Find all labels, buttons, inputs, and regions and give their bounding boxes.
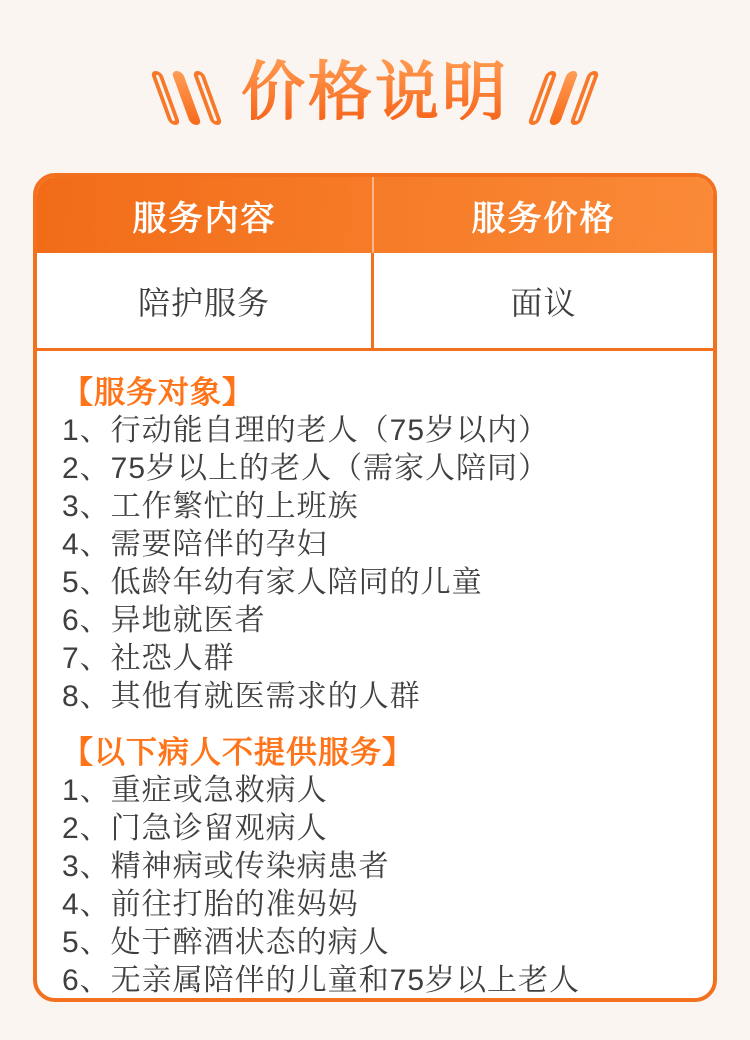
triple-slash-icon [160,71,213,125]
section-excluded-patients [62,734,689,1000]
list-item: 7、社恐人群 [62,642,235,675]
section-heading: 【以下病人不提供服务】 [62,735,414,770]
list-item: 1、重症或急救病人 [62,774,328,807]
page-header [0,0,750,173]
list-item: 4、前往打胎的准妈妈 [62,888,359,921]
section-service-targets [62,374,689,716]
list-item: 4、需要陪伴的孕妇 [62,528,328,561]
list-item: 5、处于醉酒状态的病人 [62,926,390,959]
table-cell-service-price: 面议 [510,284,577,321]
list-item: 6、异地就医者 [62,604,266,637]
page-title: 价格说明 [241,56,509,129]
list-item: 6、无亲属陪伴的儿童和75岁以上老人 [62,964,581,997]
list-item: 5、低龄年幼有家人陪同的儿童 [62,566,483,599]
section-heading: 【服务对象】 [62,375,254,410]
table-header-service-content: 服务内容 [37,177,374,253]
table-header-row [37,177,713,253]
list-item: 1、行动能自理的老人（75岁以内） [62,414,550,447]
list-item: 3、精神病或传染病患者 [62,850,390,883]
triple-slash-icon [537,71,590,125]
table-row [37,253,713,351]
list-item: 8、其他有就医需求的人群 [62,680,421,713]
table-header-service-price: 服务价格 [471,199,616,238]
list-item: 2、门急诊留观病人 [62,812,328,845]
card-content [37,351,713,1000]
table-cell-service-content: 陪护服务 [37,253,374,348]
price-card [33,173,717,1002]
list-item: 2、75岁以上的老人（需家人陪同） [62,452,550,485]
list-item: 3、工作繁忙的上班族 [62,490,359,523]
